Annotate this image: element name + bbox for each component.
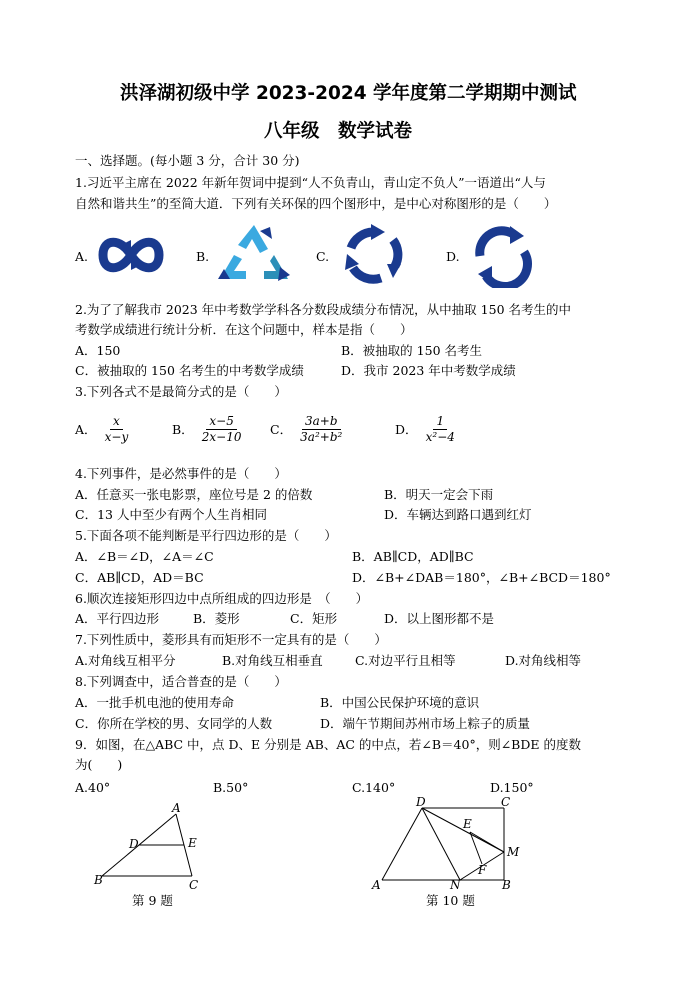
fraction-a-numerator: x (110, 414, 123, 430)
q5-option-b: B．AB∥CD，AD∥BC (352, 549, 474, 564)
q6-option-d: D．以上图形都不是 (384, 611, 495, 626)
figure-9-triangle (92, 802, 212, 892)
q9-option-d: D.150° (490, 780, 534, 795)
q7-option-a: A.对角线互相平分 (75, 653, 176, 668)
q9-option-b: B.50° (213, 780, 249, 795)
fraction-a (102, 414, 132, 445)
q6-option-c: C．矩形 (290, 611, 338, 626)
fig10-label-a: A (372, 878, 381, 892)
page-title: 洪泽湖初级中学 2023-2024 学年度第二学期期中测试 (120, 83, 577, 104)
q2-option-c: C．被抽取的 150 名考生的中考数学成绩 (75, 363, 304, 378)
q9-option-a: A.40° (75, 780, 111, 795)
question-9-line-2: 为( ) (75, 757, 123, 772)
q6-option-a: A．平行四边形 (75, 611, 160, 626)
infinity-recycle-logo-icon (97, 232, 165, 278)
q3-option-b (172, 414, 245, 445)
fraction-b-denominator: 2x−10 (201, 430, 242, 444)
q3-option-d-label: D． (395, 422, 418, 437)
two-circular-arrows-icon (466, 222, 536, 288)
q4-option-b: B．明天一定会下雨 (384, 487, 494, 502)
question-2-line-2: 考数学成绩进行统计分析．在这个问题中，样本是指（ ） (75, 322, 413, 337)
fig10-label-f: F (478, 863, 487, 877)
q2-option-b: B．被抽取的 150 名考生 (341, 343, 482, 358)
question-1-line-1: 1.习近平主席在 2022 年新年贺词中提到“人不负青山，青山定不负人”一语道出“人与 (75, 175, 546, 190)
fraction-c-numerator: 3a+b (302, 414, 341, 430)
fig10-label-n: N (450, 878, 461, 892)
page-subtitle: 八年级 数学试卷 (264, 121, 413, 142)
question-1-line-2: 自然和谐共生”的至简大道．下列有关环保的四个图形中，是中心对称图形的是（ ） (75, 196, 557, 211)
q1-option-a-label: A. (75, 249, 89, 264)
fig10-label-d: D (416, 796, 426, 809)
fig9-label-c: C (189, 878, 199, 892)
q3-option-b-label: B． (172, 422, 194, 437)
q5-option-d: D．∠B+∠DAB＝180°，∠B+∠BCD＝180° (352, 570, 611, 585)
recycle-triangle-arrows-icon (214, 221, 294, 287)
q7-option-b: B.对角线互相垂直 (222, 653, 323, 668)
q1-option-c-label: C. (316, 249, 330, 264)
fig10-label-e: E (463, 817, 472, 831)
fig10-label-m: M (507, 845, 520, 859)
fraction-d-denominator: x²−4 (425, 430, 455, 444)
q3-option-a (75, 414, 131, 445)
question-6-stem: 6.顺次连接矩形四边中点所组成的四边形是 （ ） (75, 591, 369, 606)
fraction-b-numerator: x−5 (206, 414, 236, 430)
fig10-label-c: C (501, 796, 511, 809)
question-4-stem: 4.下列事件，是必然事件的是（ ） (75, 466, 287, 481)
fraction-a-denominator: x−y (104, 430, 129, 444)
q1-option-b-label: B. (196, 249, 210, 264)
fig9-label-d: D (129, 837, 139, 851)
q4-option-c: C．13 人中至少有两个人生肖相同 (75, 507, 267, 522)
fraction-c-denominator: 3a²+b² (300, 430, 343, 444)
q3-option-c (270, 414, 345, 445)
q1-option-d-label: D. (446, 249, 460, 264)
figure-10-quadrilateral (370, 796, 530, 892)
question-7-stem: 7.下列性质中，菱形具有而矩形不一定具有的是（ ） (75, 632, 387, 647)
question-2-line-1: 2.为了了解我市 2023 年中考数学学科各分数段成绩分布情况，从中抽取 150 名考生的中 (75, 302, 571, 317)
section-heading: 一、选择题。(每小题 3 分，合计 30 分) (75, 153, 300, 168)
q8-option-b: B．中国公民保护环境的意识 (320, 695, 480, 710)
question-8-stem: 8.下列调查中，适合普查的是（ ） (75, 674, 287, 689)
q5-option-c: C．AB∥CD，AD＝BC (75, 570, 204, 585)
figure-9-caption: 第 9 题 (132, 893, 173, 908)
fig9-label-e: E (188, 836, 197, 850)
fraction-b (199, 414, 245, 445)
question-3-stem: 3.下列各式不是最简分式的是（ ） (75, 384, 287, 399)
figure-10-caption: 第 10 题 (426, 893, 475, 908)
fig10-label-b: B (502, 878, 511, 892)
question-5-stem: 5.下面各项不能判断是平行四边形的是（ ） (75, 528, 337, 543)
q2-option-d: D．我市 2023 年中考数学成绩 (341, 363, 516, 378)
q8-option-c: C．你所在学校的男、女同学的人数 (75, 716, 273, 731)
q6-option-b: B．菱形 (193, 611, 240, 626)
q3-option-a-label: A． (75, 422, 97, 437)
q4-option-d: D．车辆达到路口遇到红灯 (384, 507, 532, 522)
fig9-label-b: B (94, 873, 103, 887)
q3-option-d (395, 414, 458, 445)
three-circular-arrows-icon (337, 222, 411, 288)
q8-option-d: D．端午节期间苏州市场上粽子的质量 (320, 716, 531, 731)
q7-option-c: C.对边平行且相等 (355, 653, 456, 668)
q8-option-a: A．一批手机电池的使用寿命 (75, 695, 235, 710)
q3-option-c-label: C． (270, 422, 293, 437)
q9-option-c: C.140° (352, 780, 396, 795)
fig9-label-a: A (172, 802, 181, 815)
question-9-line-1: 9．如图，在△ABC 中，点 D、E 分别是 AB、AC 的中点，若∠B＝40°，则∠BDE 的度数 (75, 737, 581, 752)
q7-option-d: D.对角线相等 (505, 653, 582, 668)
q5-option-a: A．∠B＝∠D，∠A＝∠C (75, 549, 214, 564)
fraction-c (297, 414, 345, 445)
fraction-d (423, 414, 458, 445)
fraction-d-numerator: 1 (433, 414, 447, 430)
q2-option-a: A．150 (75, 343, 121, 358)
q4-option-a: A．任意买一张电影票，座位号是 2 的倍数 (75, 487, 313, 502)
